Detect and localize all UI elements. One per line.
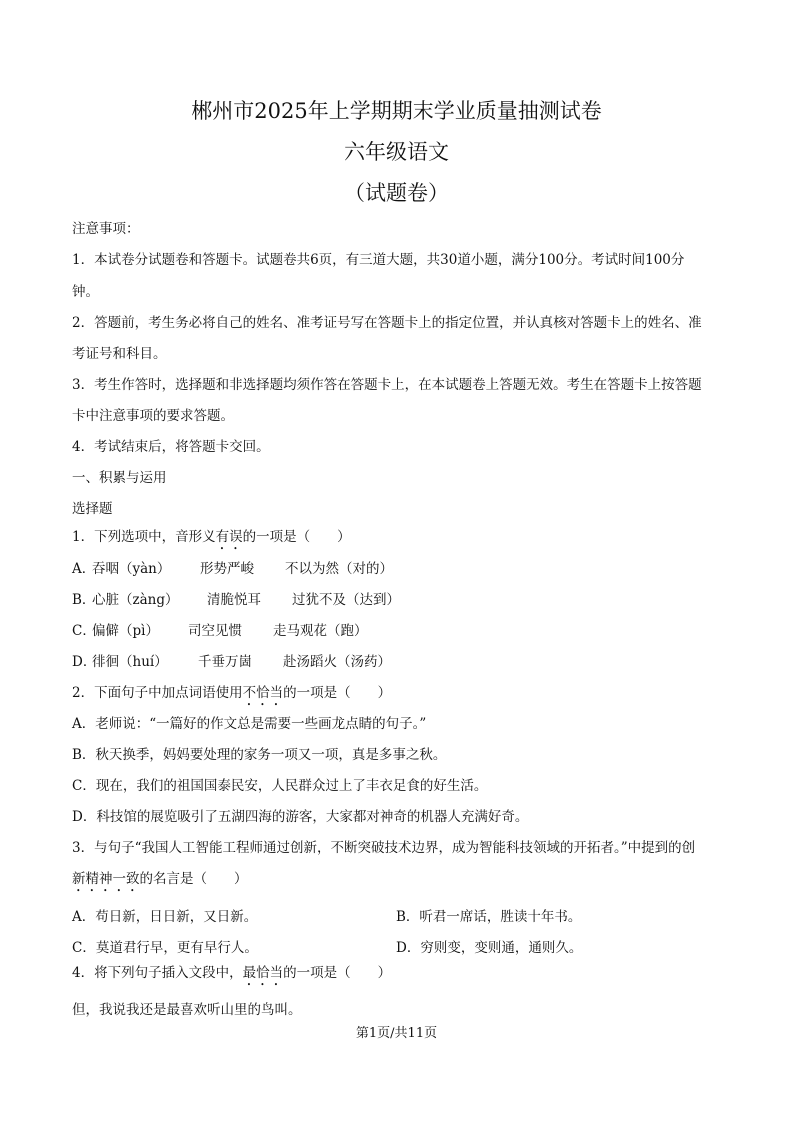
notice-item-3-cont: 卡中注意事项的要求答题。 [72, 408, 234, 424]
notice-item-3: 3．考生作答时，选择题和非选择题均须作答在答题卡上，在本试题卷上答题无效。考生在答题卡上按答题 [72, 377, 702, 393]
q3-option-d: D．穷则变，变则通，通则久。 [396, 940, 583, 956]
question-2-stem-post: 的一项是（ ） [283, 685, 392, 701]
notice-item-1-cont: 钟。 [72, 284, 99, 300]
q1-option-d-col2: 千垂万崮 [198, 654, 252, 670]
question-4-stem-post: 的一项是（ ） [283, 965, 392, 981]
q1-option-a-label: A． [72, 561, 96, 577]
notice-heading: 注意事项： [72, 221, 140, 237]
question-3-stem-cont [72, 870, 248, 895]
exam-title: 郴州市2025年上学期期末学业质量抽测试卷 [191, 99, 602, 123]
question-4-stem [72, 964, 391, 989]
question-4-sentence: 但，我说我还是最喜欢听山里的鸟叫。 [72, 1002, 302, 1018]
q3-option-a: A．苟日新，日日新，又日新。 [72, 909, 258, 925]
exam-subject: 六年级语文 [344, 140, 449, 164]
question-1-emphasis: 有误 [215, 529, 243, 545]
q1-option-c-label: C． [72, 623, 96, 639]
question-3-stem: 3．与句子“我国人工智能工程师通过创新，不断突破技术边界，成为智能科技领域的开拓者。”中提到的创 [72, 840, 696, 856]
question-2-stem-pre: 2．下面句子中加点词语使用 [72, 685, 243, 701]
exam-paper-type: （试题卷） [344, 181, 449, 205]
q1-option-d-col3: 赴汤蹈火（汤药） [283, 654, 391, 670]
question-1-stem-pre: 1．下列选项中，音形义 [72, 529, 216, 545]
q1-option-b-col3: 过犹不及（达到） [292, 592, 400, 608]
question-4-emphasis: 最恰当 [242, 965, 284, 981]
q3-option-c: C．莫道君行早，更有早行人。 [72, 940, 258, 956]
question-3-stem-post: 的名言是（ ） [139, 871, 248, 887]
q2-option-c: C．现在，我们的祖国国泰民安，人民群众过上了丰衣足食的好生活。 [72, 778, 488, 794]
q2-option-d: D．科技馆的展览吸引了五湖四海的游客，大家都对神奇的机器人充满好奇。 [72, 809, 529, 825]
question-4-stem-pre: 4．将下列句子插入文段中， [72, 965, 243, 981]
notice-item-2: 2．答题前，考生务必将自己的姓名、准考证号写在答题卡上的指定位置，并认真核对答题卡上的姓名、准 [72, 315, 702, 331]
question-1-stem-post: 的一项是（ ） [242, 529, 351, 545]
question-3-emphasis: 新精神一致 [72, 871, 140, 887]
q1-option-b-col2: 清脆悦耳 [207, 592, 261, 608]
q1-option-c-col3: 走马观花（跑） [273, 623, 368, 639]
notice-item-1: 1．本试卷分试题卷和答题卡。试题卷共6页，有三道大题，共30道小题，满分100分。考试时间100分 [72, 252, 685, 268]
q3-option-b: B．听君一席话，胜读十年书。 [396, 909, 582, 925]
q2-option-a: A．老师说：“一篇好的作文总是需要一些画龙点睛的句子。” [72, 716, 427, 732]
section-heading: 一、积累与运用 [72, 470, 167, 486]
q1-option-d-label: D． [72, 654, 97, 670]
notice-item-4: 4．考试结束后，将答题卡交回。 [72, 439, 270, 455]
page-number: 第1页/共11页 [355, 1026, 438, 1041]
section-subheading: 选择题 [72, 501, 113, 517]
question-2-stem [72, 684, 391, 709]
q1-option-d-col1: 徘徊（huí） [92, 654, 168, 670]
q1-option-b-label: B． [72, 592, 96, 608]
q1-option-c-col2: 司空见惯 [188, 623, 242, 639]
q1-option-a-col2: 形势严峻 [200, 561, 254, 577]
q1-option-c-col1: 偏僻（pì） [92, 623, 159, 639]
q1-option-a-col1: 吞咽（yàn） [92, 561, 171, 577]
question-1-stem [72, 528, 351, 553]
notice-item-2-cont: 考证号和科目。 [72, 346, 167, 362]
question-2-emphasis: 不恰当 [242, 685, 284, 701]
q1-option-a-col3: 不以为然（对的） [285, 561, 393, 577]
q2-option-b: B．秋天换季，妈妈要处理的家务一项又一项，真是多事之秋。 [72, 747, 447, 763]
q1-option-b-col1: 心脏（zàng） [92, 592, 179, 608]
